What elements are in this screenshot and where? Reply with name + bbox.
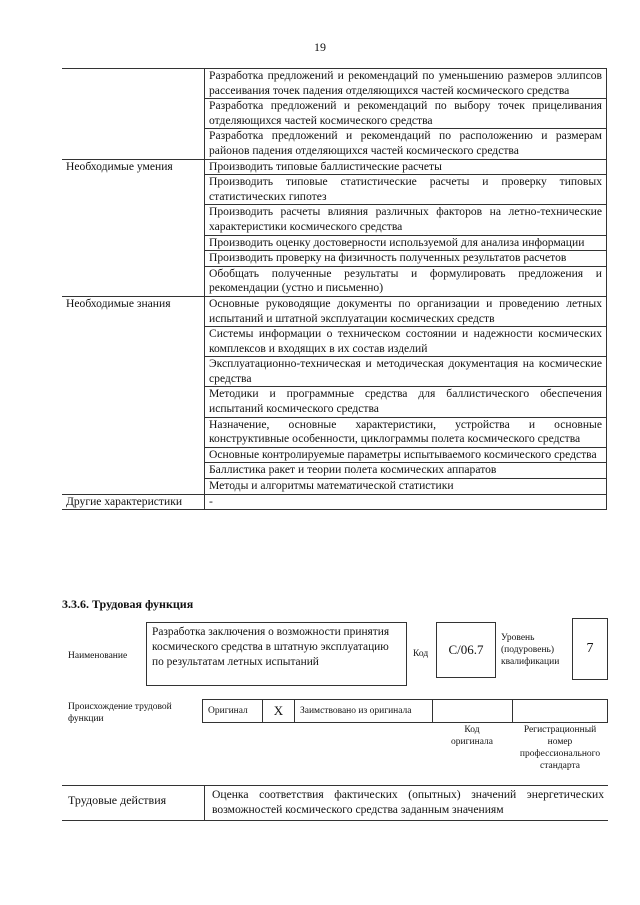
row-value: Методики и программные средства для баллистического обеспечения испытаний космического средства bbox=[205, 387, 607, 417]
row-value: Системы информации о техническом состоянии и надежности космических комплексов и входящих в их состав изделий bbox=[205, 327, 607, 357]
row-label bbox=[62, 69, 205, 160]
row-value: Разработка предложений и рекомендаций по расположению и размерам районов падения отделяющихся частей космического средства bbox=[205, 129, 607, 159]
row-label-other: Другие характеристики bbox=[62, 494, 205, 510]
row-value: Эксплуатационно-техническая и методическая документация на космические средства bbox=[205, 357, 607, 387]
row-value: Производить типовые статистические расчеты и проверку типовых статистических гипотез bbox=[205, 175, 607, 205]
row-value: Разработка предложений и рекомендаций по уменьшению размеров эллипсов рассеивания точек падения отделяющихся частей космического средства bbox=[205, 69, 607, 99]
table-row bbox=[62, 69, 607, 99]
row-value: Производить проверку на физичность полученных результатов расчетов bbox=[205, 251, 607, 267]
code-label: Код bbox=[413, 649, 429, 659]
labor-actions-label: Трудовые действия bbox=[68, 793, 167, 807]
labor-actions-row bbox=[62, 785, 608, 821]
reg-number-label: Регистрационный номер профессионального стандарта bbox=[519, 725, 601, 771]
origin-label: Происхождение трудовой функции bbox=[68, 702, 172, 724]
original-mark: X bbox=[263, 700, 295, 722]
code-original-label: Код оригинала bbox=[451, 725, 493, 747]
row-value: Основные контролируемые параметры испытываемого космического средства bbox=[205, 447, 607, 463]
row-value: Производить оценку достоверности используемой для анализа информации bbox=[205, 235, 607, 251]
function-code-value: С/06.7 bbox=[436, 622, 496, 678]
code-original-cell bbox=[433, 700, 513, 722]
divider bbox=[204, 786, 205, 820]
row-value: Баллистика ракет и теории полета космических аппаратов bbox=[205, 463, 607, 479]
level-label: Уровень (подуровень) квалификации bbox=[501, 633, 560, 667]
name-label: Наименование bbox=[68, 651, 128, 661]
section-title: 3.3.6. Трудовая функция bbox=[62, 597, 194, 611]
level-value: 7 bbox=[572, 618, 608, 680]
origin-row bbox=[202, 699, 608, 723]
row-label-skills: Необходимые умения bbox=[62, 159, 205, 296]
row-value: Назначение, основные характеристики, устройства и основные конструктивные особенности, циклограммы полета космического средства bbox=[205, 417, 607, 447]
row-value: Основные руководящие документы по организации и проведению летных испытаний и штатной эксплуатации космических средств bbox=[205, 296, 607, 326]
original-label: Оригинал bbox=[203, 700, 263, 722]
competency-table bbox=[62, 68, 607, 510]
row-label-knowledge: Необходимые знания bbox=[62, 296, 205, 494]
row-value: Производить расчеты влияния различных факторов на летно-технические характеристики космического средства bbox=[205, 205, 607, 235]
borrowed-label: Заимствовано из оригинала bbox=[295, 700, 433, 722]
table-row bbox=[62, 494, 607, 510]
page-number: 19 bbox=[314, 40, 326, 54]
function-name-value: Разработка заключения о возможности принятия космического средства в штатную эксплуатацию по результатам летных испытаний bbox=[146, 622, 407, 686]
labor-actions-value: Оценка соответствия фактических (опытных) значений энергетических возможностей космического средства заданным значениям bbox=[212, 788, 604, 816]
table-row bbox=[62, 296, 607, 326]
row-value: Обобщать полученные результаты и формулировать предложения и рекомендации (устно и письменно) bbox=[205, 266, 607, 296]
row-value: Разработка предложений и рекомендаций по выбору точек прицеливания отделяющихся частей космического средства bbox=[205, 99, 607, 129]
table-row bbox=[62, 159, 607, 175]
row-value: Методы и алгоритмы математической статистики bbox=[205, 479, 607, 495]
row-value: - bbox=[205, 494, 607, 510]
row-value: Производить типовые баллистические расчеты bbox=[205, 159, 607, 175]
